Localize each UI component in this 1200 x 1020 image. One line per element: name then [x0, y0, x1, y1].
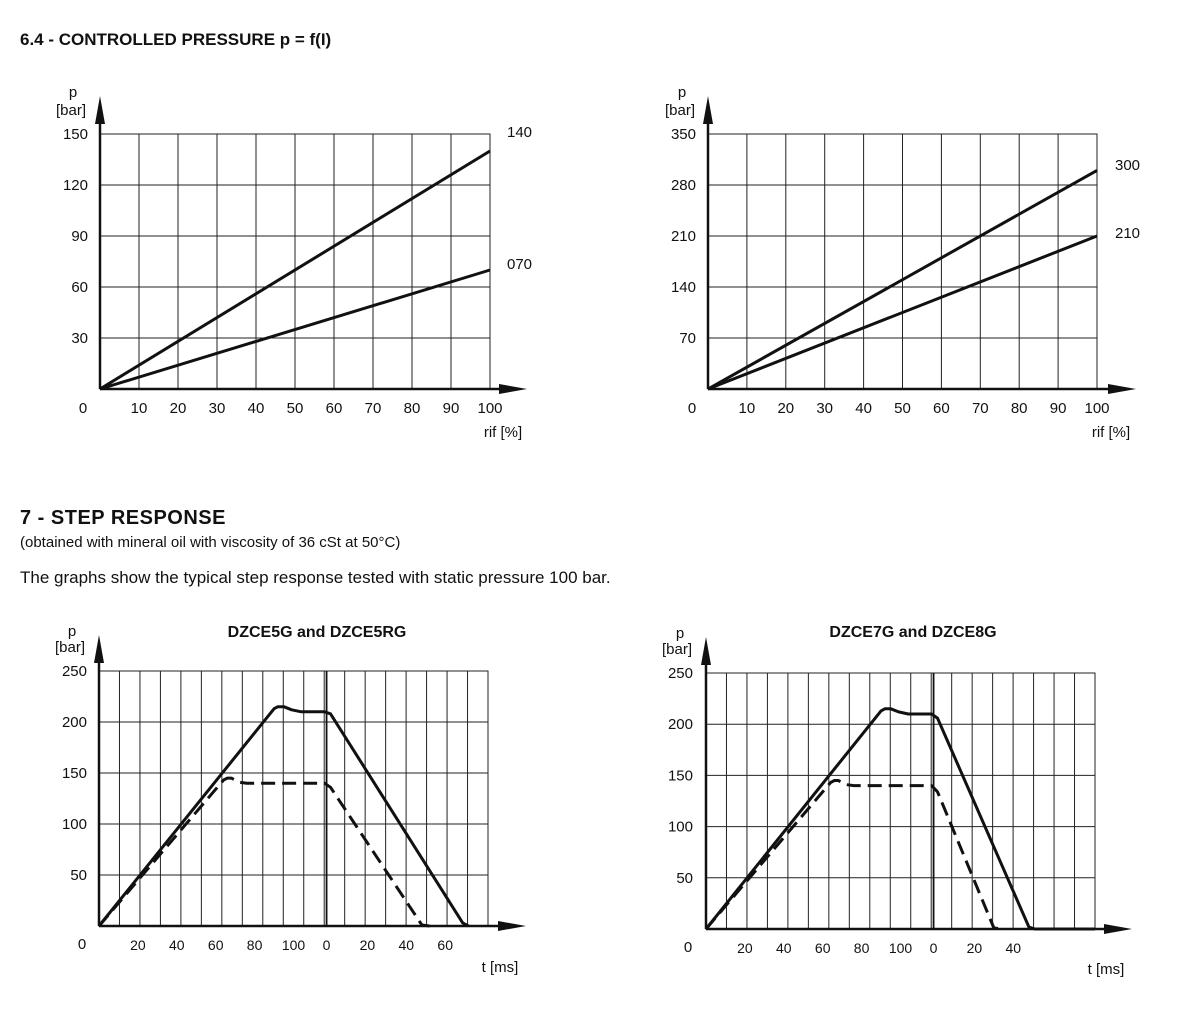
series-label-070: 070 [507, 256, 533, 273]
x-tick-label: 40 [776, 940, 792, 956]
y-tick-label: 70 [679, 330, 696, 347]
y-axis-label: p [68, 84, 78, 101]
x-tick-label: 60 [814, 940, 831, 956]
series-label-140: 140 [507, 124, 533, 141]
x-tick-label: 20 [130, 937, 146, 953]
x-tick-label: 60 [207, 937, 224, 953]
x-tick-label: 70 [364, 400, 382, 417]
x-tick-label: 80 [1010, 400, 1028, 417]
y-tick-label: 50 [70, 867, 87, 884]
step-response-chart-dzce5g [55, 623, 526, 976]
x-tick-label: 50 [286, 400, 304, 417]
series-label-300: 300 [1115, 157, 1141, 174]
x-axis-label: t [ms] [1087, 961, 1125, 978]
origin-tick-label: 0 [687, 400, 697, 417]
y-tick-label: 200 [61, 714, 87, 731]
section-7-title: 7 - STEP RESPONSE [20, 507, 226, 529]
x-axis-arrow-icon [499, 384, 527, 394]
series-line-dashed [706, 781, 1002, 930]
x-tick-label: 30 [816, 400, 834, 417]
y-tick-label: 150 [62, 126, 88, 143]
x-tick-label: 60 [437, 937, 453, 953]
x-tick-label: 40 [1005, 940, 1022, 956]
x-tick-label: 50 [894, 400, 911, 417]
x-tick-label: 0 [929, 940, 938, 956]
y-axis-label: p [67, 623, 77, 640]
x-axis-label: rif [%] [1091, 424, 1131, 441]
section-7-subtitle: (obtained with mineral oil with viscosity of 36 cSt at 50°C) [20, 534, 401, 551]
y-axis-unit-label: [bar] [661, 641, 693, 658]
x-tick-label: 60 [933, 400, 950, 417]
x-tick-label: 80 [246, 937, 263, 953]
x-tick-label: 100 [477, 400, 503, 417]
y-axis-unit-label: [bar] [55, 102, 87, 119]
y-tick-label: 280 [670, 177, 696, 194]
x-tick-label: 60 [325, 400, 343, 417]
controlled-pressure-chart-070-140 [56, 84, 532, 441]
x-tick-label: 100 [1084, 400, 1110, 417]
y-axis-arrow-icon [94, 635, 104, 663]
y-tick-label: 350 [670, 126, 696, 143]
origin-tick-label: 0 [683, 939, 693, 956]
y-axis-arrow-icon [95, 96, 105, 124]
y-tick-label: 200 [667, 716, 693, 734]
y-tick-label: 60 [71, 279, 88, 296]
section-7-description: The graphs show the typical step response tested with static pressure 100 bar. [20, 568, 611, 587]
x-axis-label: t [ms] [481, 959, 519, 976]
y-tick-label: 250 [667, 665, 693, 682]
y-tick-label: 150 [61, 765, 87, 782]
series-line-dashed [99, 778, 430, 926]
y-tick-label: 100 [61, 816, 87, 833]
step-response-chart-dzce7g [662, 624, 1132, 978]
x-axis-arrow-icon [498, 921, 526, 931]
y-tick-label: 120 [62, 177, 88, 194]
x-tick-label: 40 [247, 400, 265, 417]
x-tick-label: 0 [322, 937, 331, 953]
y-tick-label: 30 [71, 330, 88, 347]
section-6-4-title: 6.4 - CONTROLLED PRESSURE p = f(I) [20, 30, 332, 49]
x-tick-label: 20 [359, 937, 376, 953]
y-axis-arrow-icon [703, 96, 713, 124]
origin-tick-label: 0 [77, 936, 87, 953]
x-tick-label: 30 [208, 400, 226, 417]
x-axis-arrow-icon [1108, 384, 1136, 394]
x-tick-label: 40 [169, 937, 185, 953]
origin-tick-label: 0 [78, 400, 88, 417]
y-tick-label: 210 [670, 228, 696, 245]
y-tick-label: 150 [667, 767, 693, 785]
series-label-210: 210 [1115, 225, 1141, 242]
x-tick-label: 90 [1049, 400, 1067, 417]
chart-title: DZCE5G and DZCE5RG [227, 624, 407, 641]
y-tick-label: 250 [61, 663, 87, 680]
x-tick-label: 100 [888, 940, 913, 956]
series-line-solid [706, 709, 1095, 929]
y-tick-label: 50 [676, 869, 693, 887]
x-tick-label: 100 [281, 937, 306, 953]
y-tick-label: 140 [670, 279, 696, 296]
y-axis-label: p [675, 625, 685, 642]
x-axis-label: rif [%] [483, 424, 523, 441]
x-tick-label: 80 [853, 940, 870, 956]
y-axis-arrow-icon [701, 637, 711, 665]
y-tick-label: 100 [667, 818, 693, 836]
x-axis-arrow-icon [1104, 924, 1132, 934]
y-axis-label: p [677, 84, 687, 101]
x-tick-label: 20 [777, 400, 795, 417]
x-tick-label: 20 [966, 940, 983, 956]
y-tick-label: 90 [71, 228, 88, 245]
x-tick-label: 10 [738, 400, 756, 417]
x-tick-label: 40 [398, 937, 415, 953]
x-tick-label: 80 [403, 400, 421, 417]
x-tick-label: 40 [855, 400, 872, 417]
x-tick-label: 20 [737, 940, 753, 956]
x-tick-label: 90 [442, 400, 460, 417]
controlled-pressure-chart-210-300 [665, 84, 1140, 441]
x-tick-label: 70 [971, 400, 989, 417]
y-axis-unit-label: [bar] [664, 102, 696, 119]
y-axis-unit-label: [bar] [54, 639, 86, 656]
x-tick-label: 20 [169, 400, 187, 417]
x-tick-label: 10 [130, 400, 148, 417]
chart-title: DZCE7G and DZCE8G [829, 624, 997, 641]
